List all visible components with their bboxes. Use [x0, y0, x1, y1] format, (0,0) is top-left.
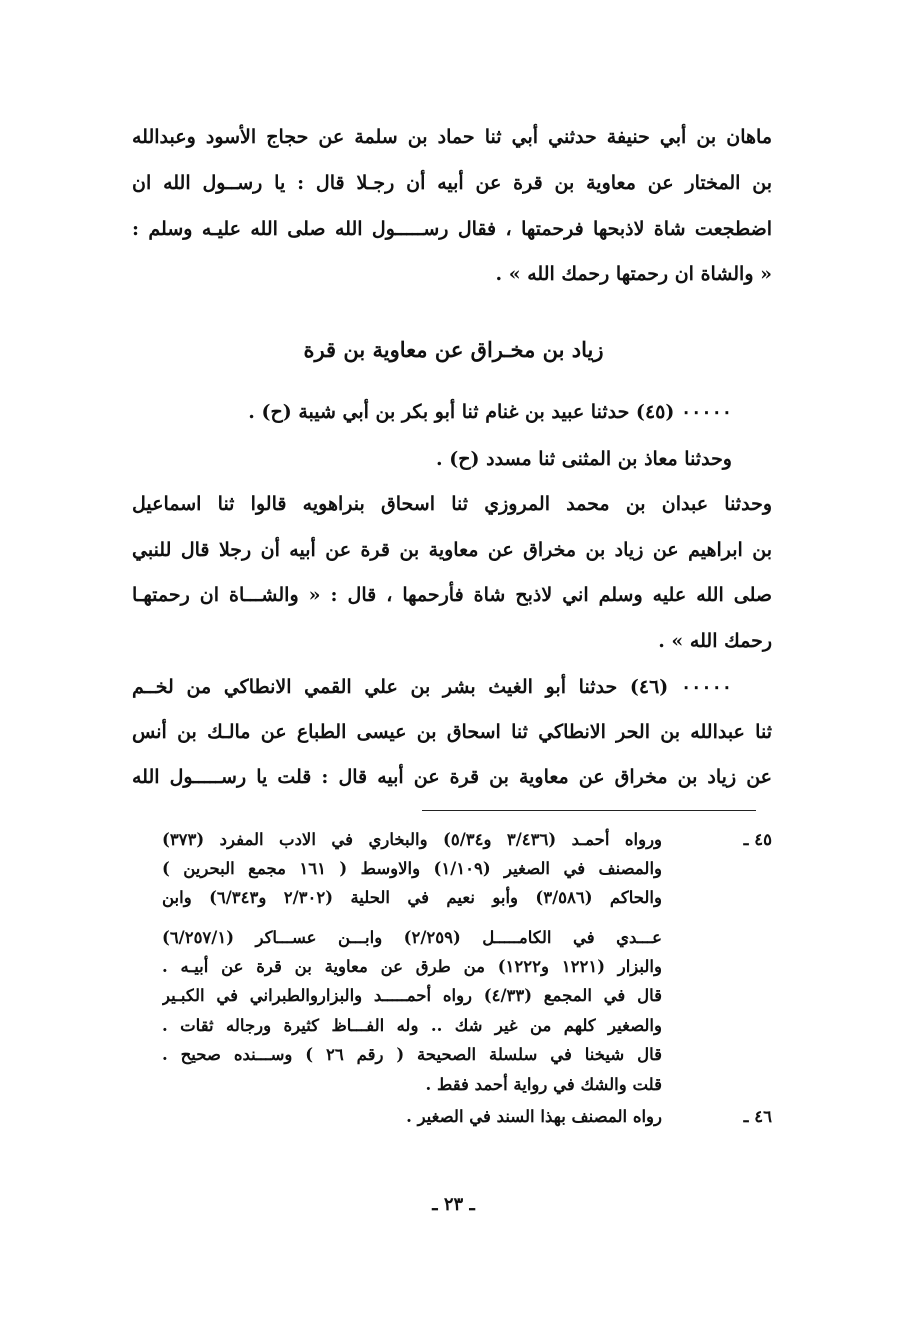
body-line: بن المختار عن معاوية بن قرة عن أبيه أن رجـلا قال : يا رســول الله ان: [132, 172, 772, 194]
hadith-line: ثنا عبدالله بن الحر الانطاكي ثنا اسحاق بن عيسى الطباع عن مالـك بن أنس: [132, 721, 772, 743]
hadith-line: وحدثنا معاذ بن المثنى ثنا مسدد (ح) .: [436, 448, 732, 470]
hadith-line: وحدثنا عبدان بن محمد المروزي ثنا اسحاق بنراهويه قالوا ثنا اسماعيل: [132, 493, 772, 515]
page-number: ـ ٢٣ ـ: [432, 1194, 475, 1215]
hadith-line: بن ابراهيم عن زياد بن مخراق عن معاوية بن قرة عن أبيه أن رجلا قال للنبي: [132, 539, 772, 561]
footnote-line: قال في المجمع (٤/٣٣) رواه أحمـــــد والبزاروالطبراني في الكبـير: [162, 986, 662, 1005]
footnote-line: قال شيخنا في سلسلة الصحيحة ( رقم ٢٦ ) وســـنده صحيح .: [162, 1045, 662, 1064]
hadith-line: عن زياد بن مخراق عن معاوية بن قرة عن أبيه قال : قلت يا رســـــول الله: [132, 766, 772, 788]
footnote-number: ٤٦ ـ: [743, 1107, 772, 1126]
footnote-line: قلت والشك في رواية أحمد فقط .: [425, 1075, 662, 1094]
footnote-line: والحاكم (٣/٥٨٦) وأبو نعيم في الحلية (٢/٣٠٢ و٦/٣٤٣) وابن: [162, 888, 662, 907]
body-line: اضطجعت شاة لاذبحها فرحمتها ، فقال رســـــول الله صلى الله عليـه وسلم :: [132, 218, 772, 240]
body-line: ماهان بن أبي حنيفة حدثني أبي ثنا حماد بن سلمة عن حجاج الأسود وعبدالله: [132, 126, 772, 148]
footnote-line: رواه المصنف بهذا السند في الصغير .: [406, 1107, 662, 1126]
footnote-line: ورواه أحمـد (٣/٤٣٦ و٥/٣٤) والبخاري في الادب المفرد (٣٧٣): [162, 830, 662, 849]
footnote-line: عـــدي في الكامـــــل (٢/٢٥٩) وابـــن عســـاكر (٦/٢٥٧/١): [162, 928, 662, 947]
hadith-line: رحمك الله » .: [658, 630, 772, 652]
footnote-number: ٤٥ ـ: [743, 830, 772, 849]
hadith-line: صلى الله عليه وسلم اني لاذبح شاة فأرحمها ، قال : « والشـــاة ان رحمتهـا: [132, 584, 772, 606]
footnote-line: والبزار (١٢٢١ و١٢٢٢) من طرق عن معاوية بن قرة عن أبيـه .: [162, 957, 662, 976]
footnote-divider: [422, 810, 756, 811]
body-line: « والشاة ان رحمتها رحمك الله » .: [495, 263, 772, 285]
hadith-line: ٠٠٠٠٠ (٤٦) حدثنا أبو الغيث بشر بن علي القمي الانطاكي من لخــم: [132, 676, 732, 698]
section-heading: زياد بن مخـراق عن معاوية بن قرة: [303, 337, 604, 362]
footnote-line: والصغير كلهم من غير شك .. وله الفـــاظ كثيرة ورجاله ثقات .: [162, 1016, 662, 1035]
footnote-line: والمصنف في الصغير (١/١٠٩) والاوسط ( ١٦١ مجمع البحرين ): [162, 859, 662, 878]
hadith-line: ٠٠٠٠٠ (٤٥) حدثنا عبيد بن غنام ثنا أبو بكر بن أبي شيبة (ح) .: [248, 401, 732, 423]
